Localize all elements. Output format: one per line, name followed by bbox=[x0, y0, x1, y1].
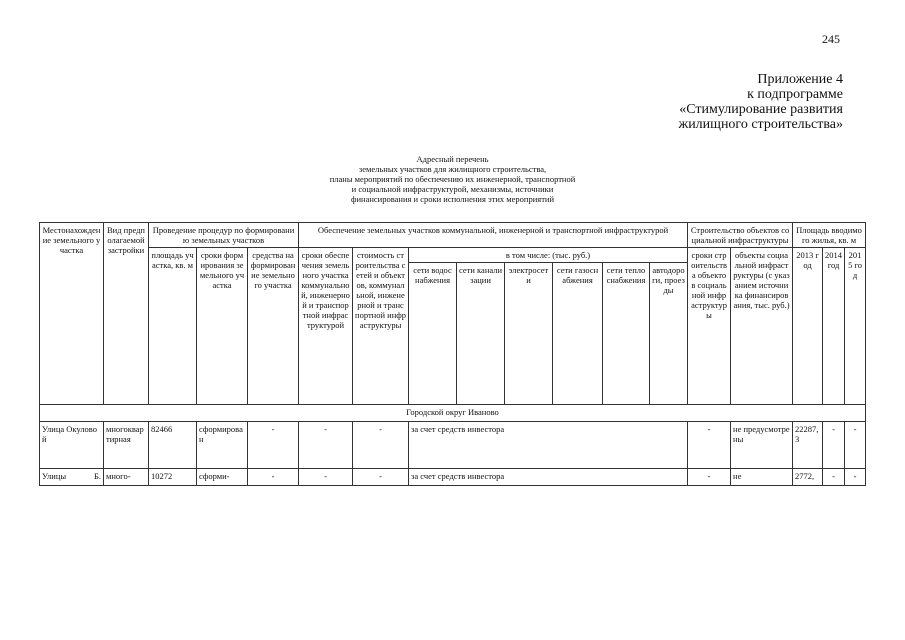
cell-network-cost: - bbox=[353, 469, 409, 486]
header-row-middle bbox=[40, 248, 866, 263]
cell-network-cost: - bbox=[353, 422, 409, 469]
cell-year-2013: 2772, bbox=[793, 469, 823, 486]
appendix-line: жилищного строительства» bbox=[678, 117, 843, 132]
cell-social-objects: не bbox=[731, 469, 793, 486]
cell-year-2014: - bbox=[823, 422, 845, 469]
cell-formation-terms: сформи- bbox=[197, 469, 248, 486]
cell-social-objects: не предусмотрены bbox=[731, 422, 793, 469]
list-title-line: земельных участков для жилищного строительства, bbox=[358, 164, 547, 174]
header-area: Площадь вводимого жилья, кв. м bbox=[793, 223, 866, 248]
header-provision-terms: сроки обеспечения земельного участка коммунальной, инженерной и транспортной инфраструктурой bbox=[299, 248, 353, 405]
cell-formation-funds: - bbox=[248, 469, 299, 486]
cell-formation-funds: - bbox=[248, 422, 299, 469]
header-plot-area: площадь участка, кв. м bbox=[149, 248, 197, 405]
cell-year-2013: 22287,3 bbox=[793, 422, 823, 469]
list-title bbox=[280, 154, 625, 204]
cell-provision-terms: - bbox=[299, 422, 353, 469]
cell-plot-area: 82466 bbox=[149, 422, 197, 469]
cell-social-terms: - bbox=[688, 469, 731, 486]
header-use-type: Вид предполагаемой застройки bbox=[104, 223, 149, 405]
section-row bbox=[40, 405, 866, 422]
header-heat: сети теплоснабжения bbox=[603, 263, 650, 405]
header-row-top bbox=[40, 223, 866, 248]
header-roads: автодороги, проезды bbox=[650, 263, 688, 405]
header-location: Местонахождение земельного участка bbox=[40, 223, 104, 405]
list-title-line: Адресный перечень bbox=[416, 154, 489, 164]
header-power: электросети bbox=[505, 263, 553, 405]
cell-use-type: многоквартирная bbox=[104, 422, 149, 469]
header-formation-funds: средства на формирование земельного участка bbox=[248, 248, 299, 405]
page-number: 245 bbox=[822, 32, 840, 46]
header-procedures: Проведение процедур по формированию земельных участков bbox=[149, 223, 299, 248]
list-title-line: финансирования и сроки исполнения этих мероприятий bbox=[350, 194, 555, 204]
header-year-2015: 2015 год bbox=[845, 248, 866, 405]
header-year-2013: 2013 год bbox=[793, 248, 823, 405]
cell-location: Улица Окуловой bbox=[40, 422, 104, 469]
cell-plot-area: 10272 bbox=[149, 469, 197, 486]
header-water: сети водоснабжения bbox=[409, 263, 457, 405]
cell-year-2015: - bbox=[845, 422, 866, 469]
header-network-cost: стоимость строительства сетей и объектов, коммунальной, инженерной и транспортной инфраструктуры bbox=[353, 248, 409, 405]
table-row bbox=[40, 422, 866, 469]
header-gas: сети газоснабжения bbox=[553, 263, 603, 405]
table-row bbox=[40, 469, 866, 486]
header-including: в том числе: (тыс. руб.) bbox=[409, 248, 688, 263]
cell-funding: за счет средств инвестора bbox=[409, 469, 688, 486]
land-plots-table bbox=[39, 222, 866, 486]
appendix-heading bbox=[543, 72, 843, 132]
appendix-line: к подпрограмме bbox=[747, 87, 843, 102]
header-year-2014: 2014 год bbox=[823, 248, 845, 405]
cell-year-2014: - bbox=[823, 469, 845, 486]
list-title-line: и социальной инфраструктурой, механизмы, источники bbox=[351, 184, 554, 194]
cell-funding: за счет средств инвестора bbox=[409, 422, 688, 469]
appendix-line: Приложение 4 bbox=[757, 72, 843, 87]
cell-formation-terms: сформирован bbox=[197, 422, 248, 469]
appendix-line: «Стимулирование развития bbox=[679, 102, 843, 117]
header-social-objects: объекты социальной инфраструктуры (с указанием источника финансирования, тыс. руб.) bbox=[731, 248, 793, 405]
cell-social-terms: - bbox=[688, 422, 731, 469]
header-social-terms: сроки строительства объектов социальной инфраструктуры bbox=[688, 248, 731, 405]
cell-year-2015: - bbox=[845, 469, 866, 486]
header-utilities: Обеспечение земельных участков коммунальной, инженерной и транспортной инфраструктурой bbox=[299, 223, 688, 248]
cell-location: Улицы Б. bbox=[40, 469, 104, 486]
cell-use-type: много- bbox=[104, 469, 149, 486]
cell-provision-terms: - bbox=[299, 469, 353, 486]
section-title: Городской округ Иваново bbox=[40, 405, 866, 422]
header-formation-terms: сроки формирования земельного участка bbox=[197, 248, 248, 405]
list-title-line: планы мероприятий по обеспечению их инженерной, транспортной bbox=[329, 174, 576, 184]
header-sewer: сети канализации bbox=[457, 263, 505, 405]
header-social: Строительство объектов социальной инфраструктуры bbox=[688, 223, 793, 248]
